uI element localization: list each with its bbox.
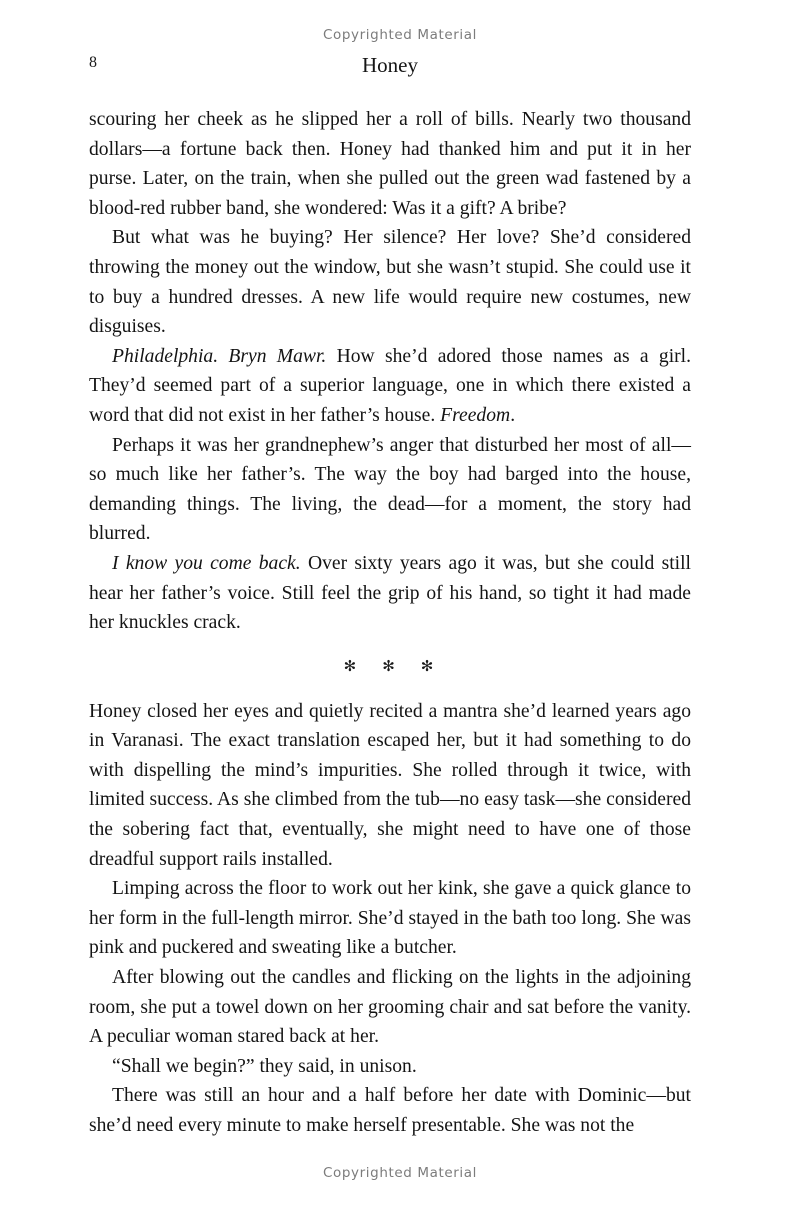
text-run: But what was he buying? Her silence? Her love? She’d considered throwing the money out the window, but she wasn’t stupid. She could use it to buy a hundred dresses. A new life would require new costumes, new disguises. <box>89 227 691 338</box>
body-paragraph <box>89 1052 691 1082</box>
running-head <box>89 54 691 78</box>
text-run: Over sixty years ago it was, but she could still hear her father’s voice. Still feel the grip of his hand, so tight it had made her knuckles crack. <box>89 552 691 634</box>
text-run: . <box>510 404 516 426</box>
italic-text-run: I know you come back. <box>112 552 301 574</box>
text-run: Perhaps it was her grandnephew’s anger that disturbed her most of all—so much like her father’s. The way the boy had barged into the house, demanding things. The living, the dead—for a moment, the story had blurred. <box>89 434 691 545</box>
body-paragraph <box>89 963 691 1052</box>
body-text-block <box>89 105 691 1141</box>
body-paragraph <box>89 874 691 963</box>
body-paragraph <box>89 342 691 431</box>
asterisk-icon: ✻ <box>382 658 421 675</box>
body-paragraph <box>89 1081 691 1140</box>
copyright-stamp-top: Copyrighted Material <box>323 27 477 43</box>
page-number: 8 <box>89 54 97 71</box>
asterisk-icon: ✻ <box>420 658 460 675</box>
italic-text-run: Freedom <box>440 404 511 426</box>
text-run: After blowing out the candles and flicking on the lights in the adjoining room, she put a towel down on her grooming chair and sat before the vanity. A peculiar woman stared back at her. <box>89 967 691 1048</box>
body-paragraph <box>89 549 691 638</box>
body-paragraph <box>89 105 691 223</box>
section-break-ornament <box>89 638 691 697</box>
body-paragraph <box>89 697 691 875</box>
running-title: Honey <box>362 53 418 77</box>
body-paragraph <box>89 223 691 341</box>
italic-text-run: Philadelphia. Bryn Mawr. <box>112 345 327 367</box>
text-run: “Shall we begin?” they said, in unison. <box>112 1055 417 1077</box>
body-paragraph <box>89 431 691 549</box>
copyright-stamp-bottom: Copyrighted Material <box>323 1165 477 1181</box>
text-run: There was still an hour and a half before her date with Dominic—but she’d need every minute to make herself presentable. She was not the <box>89 1085 691 1136</box>
asterisk-icon: ✻ <box>343 658 383 675</box>
text-run: scouring her cheek as he slipped her a roll of bills. Nearly two thousand dollars—a fortune back then. Honey had thanked him and put it in her purse. Later, on the train, when she pulled out the green wad fastened by a blood-red rubber band, she wondered: Was it a gift? A bribe? <box>89 109 691 219</box>
text-run: Honey closed her eyes and quietly recited a mantra she’d learned years ago in Varanasi. The exact translation escaped her, but it had something to do with dispelling the mind’s impurities. She rolled through it twice, with limited success. As she climbed from the tub—no easy task—she considered the sobering fact that, eventually, she might need to have one of those dreadful support rails installed. <box>89 700 691 870</box>
text-run: How she’d adored those names as a girl. They’d seemed part of a superior language, one in which there existed a word that did not exist in her father’s house. <box>89 345 692 426</box>
text-run: Limping across the floor to work out her kink, she gave a quick glance to her form in the full-length mirror. She’d stayed in the bath too long. She was pink and puckered and sweating like a butcher. <box>89 878 691 959</box>
